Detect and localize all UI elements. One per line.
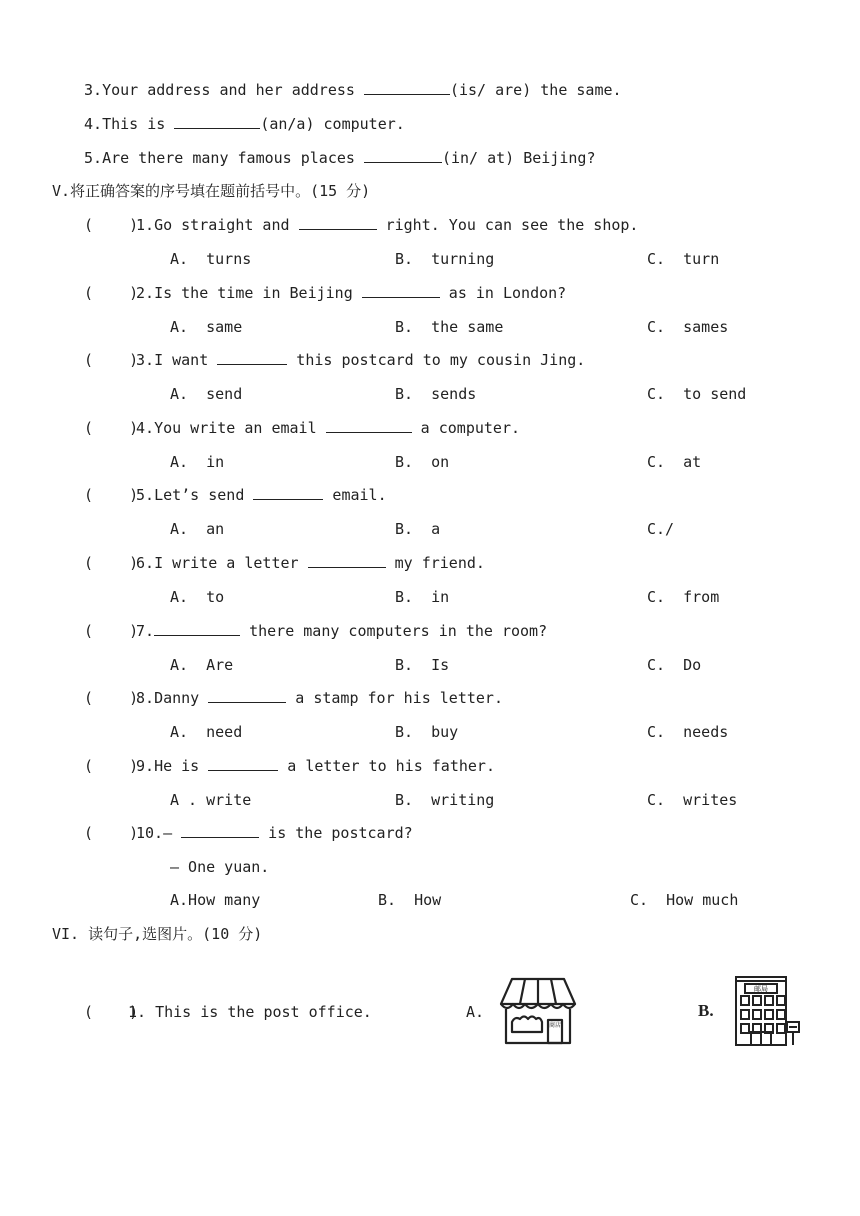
fill-blank-item [84, 114, 405, 134]
option-b[interactable] [395, 655, 449, 675]
question-line [136, 283, 566, 303]
answer-paren[interactable] [84, 215, 138, 235]
question-line [136, 756, 495, 776]
option-b[interactable] [395, 587, 449, 607]
question-line [136, 823, 413, 843]
question-line [136, 215, 638, 235]
answer-paren[interactable] [84, 283, 138, 303]
question-line [136, 350, 585, 370]
option-text: A. to [170, 588, 225, 606]
answer-paren[interactable] [84, 688, 138, 708]
option-a[interactable] [170, 655, 233, 675]
question-number: 8. [136, 689, 155, 707]
option-text: C. sames [647, 318, 729, 336]
dialogue-dash: — [163, 824, 182, 842]
question-text: He is [154, 757, 209, 775]
paren-text: ( ) [84, 486, 139, 504]
answer-blank[interactable] [181, 823, 259, 838]
question-text: 1. This is the post office. [128, 1003, 372, 1021]
question-text: is the postcard? [259, 824, 413, 842]
question-number: 5. [136, 486, 155, 504]
section-title-text: VI. 读句子,选图片。(10 分) [52, 925, 263, 943]
option-text: A. Are [170, 656, 234, 674]
option-b[interactable] [395, 317, 503, 337]
option-text: B. How [378, 891, 442, 909]
paren-text: ( ) [84, 419, 139, 437]
option-c[interactable] [647, 587, 719, 607]
answer-paren[interactable] [84, 350, 138, 370]
item-text: (in/ at) Beijing? [441, 149, 596, 167]
question-line [136, 418, 520, 438]
answer-blank[interactable] [308, 553, 386, 568]
question-text: a letter to his father. [278, 757, 495, 775]
question-number: 1. [136, 216, 155, 234]
item-number: 3. [84, 81, 103, 99]
option-b[interactable] [395, 452, 449, 472]
item-text: (is/ are) the same. [449, 81, 622, 99]
option-text: C. at [647, 453, 702, 471]
question-line [136, 485, 387, 505]
option-text: A . write [170, 791, 252, 809]
option-text: C. Do [647, 656, 702, 674]
question-text: I write a letter [154, 554, 308, 572]
item-text: This is [102, 115, 175, 133]
option-text: B. writing [395, 791, 495, 809]
option-a[interactable] [170, 384, 242, 404]
question-text: Danny [154, 689, 209, 707]
question-text: email. [323, 486, 387, 504]
question-text: right. You can see the shop. [376, 216, 639, 234]
fill-blank-item [84, 80, 622, 100]
option-text: C. How much [630, 891, 739, 909]
option-a[interactable] [170, 587, 224, 607]
option-text: B. buy [395, 723, 459, 741]
answer-blank[interactable] [326, 418, 412, 433]
option-text: C. needs [647, 723, 729, 741]
option-c[interactable] [647, 655, 701, 675]
option-c[interactable] [647, 249, 719, 269]
option-text: A. an [170, 520, 225, 538]
paren-text: ( ) [84, 554, 139, 572]
option-b[interactable] [395, 384, 476, 404]
question-text: as in London? [439, 284, 567, 302]
question-number: 3. [136, 351, 155, 369]
shop-icon [498, 976, 578, 1046]
answer-blank[interactable] [253, 485, 323, 500]
option-b[interactable] [395, 722, 458, 742]
option-a[interactable] [170, 890, 260, 910]
option-a[interactable] [170, 519, 224, 539]
option-text: B. turning [395, 250, 495, 268]
option-a[interactable] [170, 790, 251, 810]
option-b[interactable] [378, 890, 441, 910]
question-text: Is the time in Beijing [154, 284, 362, 302]
post-office-sign: 邮局 [754, 985, 768, 993]
item-text: (an/a) computer. [260, 115, 405, 133]
question-number: 10. [136, 824, 164, 842]
paren-text: ( ) [84, 351, 139, 369]
answer-blank[interactable] [299, 215, 377, 230]
answer-paren[interactable] [84, 418, 138, 438]
question-text: there many computers in the room? [240, 622, 548, 640]
item-number: 4. [84, 115, 103, 133]
option-c[interactable] [647, 452, 701, 472]
question-line [128, 1002, 372, 1022]
question-number: 4. [136, 419, 155, 437]
question-line [136, 621, 547, 641]
option-text: B. Is [395, 656, 450, 674]
paren-text: ( ) [84, 216, 139, 234]
paren-text: ( ) [84, 622, 139, 640]
item-text: Your address and her address [102, 81, 364, 99]
option-a[interactable] [170, 249, 251, 269]
question-text: You write an email [154, 419, 326, 437]
option-text: C. from [647, 588, 720, 606]
question-number: 6. [136, 554, 155, 572]
answer-blank[interactable] [364, 80, 450, 95]
option-text: B. the same [395, 318, 504, 336]
option-label: B. [698, 1001, 714, 1020]
answer-blank[interactable] [208, 688, 286, 703]
answer-paren[interactable] [84, 756, 138, 776]
answer-paren[interactable] [84, 553, 138, 573]
post-office-picture[interactable] [733, 974, 803, 1052]
answer-blank[interactable] [208, 756, 278, 771]
paren-text: ( ) [84, 689, 139, 707]
option-c[interactable] [647, 317, 728, 337]
option-c[interactable] [647, 722, 728, 742]
question-line [136, 553, 485, 573]
reply-text: — One yuan. [170, 858, 270, 876]
paren-text: ( ) [84, 284, 139, 302]
option-a[interactable] [170, 317, 242, 337]
option-text: C. writes [647, 791, 738, 809]
paren-text: ( ) [84, 1003, 139, 1021]
option-c[interactable] [647, 384, 746, 404]
option-text: A. turns [170, 250, 252, 268]
answer-paren[interactable] [84, 823, 138, 843]
answer-blank[interactable] [217, 350, 287, 365]
option-a[interactable] [170, 452, 224, 472]
option-c[interactable] [630, 890, 738, 910]
question-text: a stamp for his letter. [286, 689, 503, 707]
dialogue-reply [170, 857, 269, 877]
question-text: I want [154, 351, 218, 369]
answer-blank[interactable] [364, 148, 442, 163]
option-text: A. need [170, 723, 243, 741]
question-line [136, 688, 503, 708]
option-c[interactable] [647, 519, 674, 539]
option-label: A. [466, 1003, 485, 1021]
option-b[interactable] [395, 249, 494, 269]
question-text: Go straight and [154, 216, 299, 234]
option-text: A.How many [170, 891, 261, 909]
question-number: 2. [136, 284, 155, 302]
answer-blank[interactable] [154, 621, 240, 636]
item-number: 5. [84, 149, 103, 167]
shop-picture[interactable] [498, 976, 578, 1050]
question-number: 9. [136, 757, 155, 775]
option-a[interactable] [170, 722, 242, 742]
option-text: B. on [395, 453, 450, 471]
item-text: Are there many famous places [102, 149, 364, 167]
picture-option-a-label[interactable] [466, 1002, 484, 1022]
option-text: A. same [170, 318, 243, 336]
section-title [52, 924, 262, 944]
option-text: B. sends [395, 385, 477, 403]
option-text: C. to send [647, 385, 747, 403]
question-number: 7. [136, 622, 155, 640]
question-text: Let’s send [154, 486, 254, 504]
option-text: C./ [647, 520, 675, 538]
section-title-text: V.将正确答案的序号填在题前括号中。(15 分) [52, 182, 371, 200]
answer-blank[interactable] [174, 114, 260, 129]
question-text: this postcard to my cousin Jing. [287, 351, 586, 369]
section-title [52, 181, 370, 201]
shop-door-sign: 商店 [549, 1022, 562, 1029]
option-text: B. a [395, 520, 441, 538]
answer-paren[interactable] [84, 621, 138, 641]
option-b[interactable] [395, 519, 440, 539]
option-text: A. in [170, 453, 225, 471]
option-b[interactable] [395, 790, 494, 810]
question-text: a computer. [411, 419, 521, 437]
fill-blank-item [84, 148, 596, 168]
answer-paren[interactable] [84, 485, 138, 505]
picture-option-b-label[interactable] [698, 1001, 714, 1021]
option-text: B. in [395, 588, 450, 606]
answer-blank[interactable] [362, 283, 440, 298]
paren-text: ( ) [84, 824, 139, 842]
option-text: C. turn [647, 250, 720, 268]
question-text: my friend. [385, 554, 485, 572]
option-c[interactable] [647, 790, 737, 810]
paren-text: ( ) [84, 757, 139, 775]
option-text: A. send [170, 385, 243, 403]
